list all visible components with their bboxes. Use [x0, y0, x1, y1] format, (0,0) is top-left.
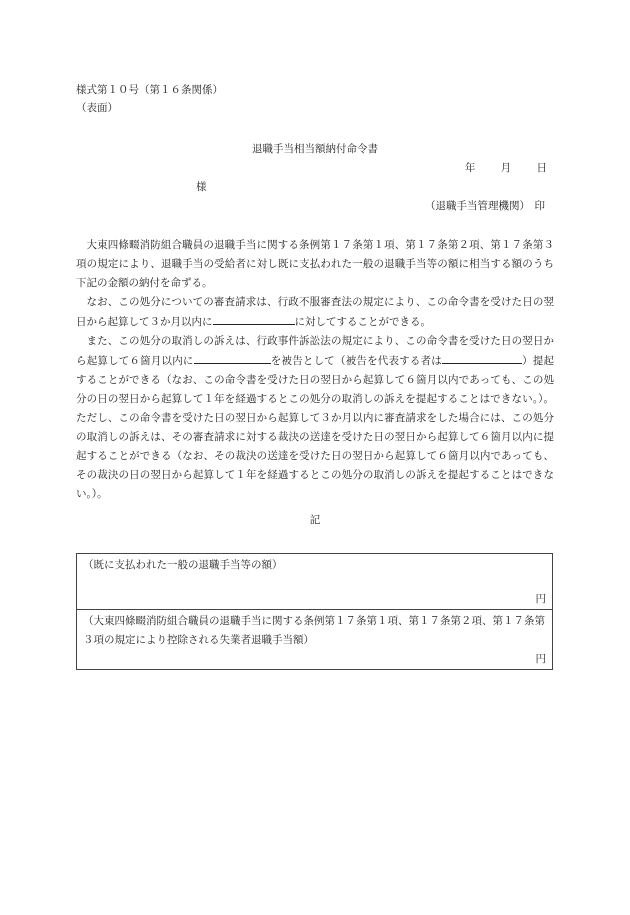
amount-row-paid: [77, 554, 552, 610]
amount-table: [76, 553, 553, 670]
row2-label: （大東四條畷消防組合職員の退職手当に関する条例第１７条第１項、第１７条第２項、第１７条第３項の規定により控除される失業者退職手当額）: [83, 615, 545, 646]
row2-yen-unit: 円: [535, 653, 546, 665]
blank-appeal-authority: [213, 312, 295, 325]
date-month: 月: [500, 162, 512, 174]
lawsuit-text-b: を被告として（被告を代表する者は: [270, 355, 442, 367]
issuer-label: （退職手当管理機関）: [425, 200, 530, 212]
blank-representative-a: [442, 351, 456, 364]
row1-label: （既に支払われた一般の退職手当等の額）: [83, 559, 283, 571]
date-year: 年: [464, 162, 476, 174]
ki-heading: 記: [309, 514, 321, 526]
paragraph-order: 大東四條畷消防組合職員の退職手当に関する条例第１７条第１項、第１７条第２項、第１７条第３項の規定により、退職手当の受給者に対し既に支払われた一般の退職手当等の額に相当する額のうち下記の金額の納付を命ずる。: [76, 239, 554, 289]
form-number: 様式第１０号（第１６条関係）: [76, 84, 223, 96]
body-text: [76, 236, 554, 504]
seal-mark: 印: [534, 200, 545, 212]
appeal-text-b: に対してすることができる。: [294, 316, 431, 328]
lawsuit-text-a: また、この処分の取消しの訴えは、行政事件訴訟法の規定により、この命令書を受けた日の翌日から起算して６箇月以内に: [76, 335, 554, 367]
amount-row-deducted: [77, 610, 552, 669]
paragraph-appeal: [76, 293, 554, 332]
blank-representative-b: [456, 351, 522, 364]
appeal-text-a: なお、この処分についての審査請求は、行政不服審査法の規定により、この命令書を受けた日の翌日から起算して３か月以内に: [76, 296, 554, 328]
date-day: 日: [536, 162, 547, 174]
lawsuit-text-c: ）提起することができる（なお、この命令書を受けた日の翌日から起算して６箇月以内であっても、この処分の日の翌日から起算して１年を経過するとこの処分の取消しの訴えを提起することはできない。）。ただし、この命令書を受けた日の翌日から起算して３か月以内に審査請求をした場合には、この処分の取消しの訴えは、その審査請求に対する裁決の送達を受けた日の翌日から起算して６箇月以内に提起することができる（なお、その裁決の送達を受けた日の翌日から起算して６箇月以内であっても、その裁決の日の翌日から起算して１年を経過するとこの処分の取消しの訴えを提起することはできない。）。: [76, 355, 555, 500]
row1-yen-unit: 円: [535, 593, 546, 605]
date-line: [443, 160, 547, 175]
paragraph-lawsuit: [76, 332, 554, 504]
addressee-honorific: 様: [196, 181, 207, 193]
blank-defendant: [194, 351, 271, 364]
document-title: 退職手当相当額納付命令書: [252, 143, 378, 155]
side-label: （表面）: [76, 102, 118, 114]
